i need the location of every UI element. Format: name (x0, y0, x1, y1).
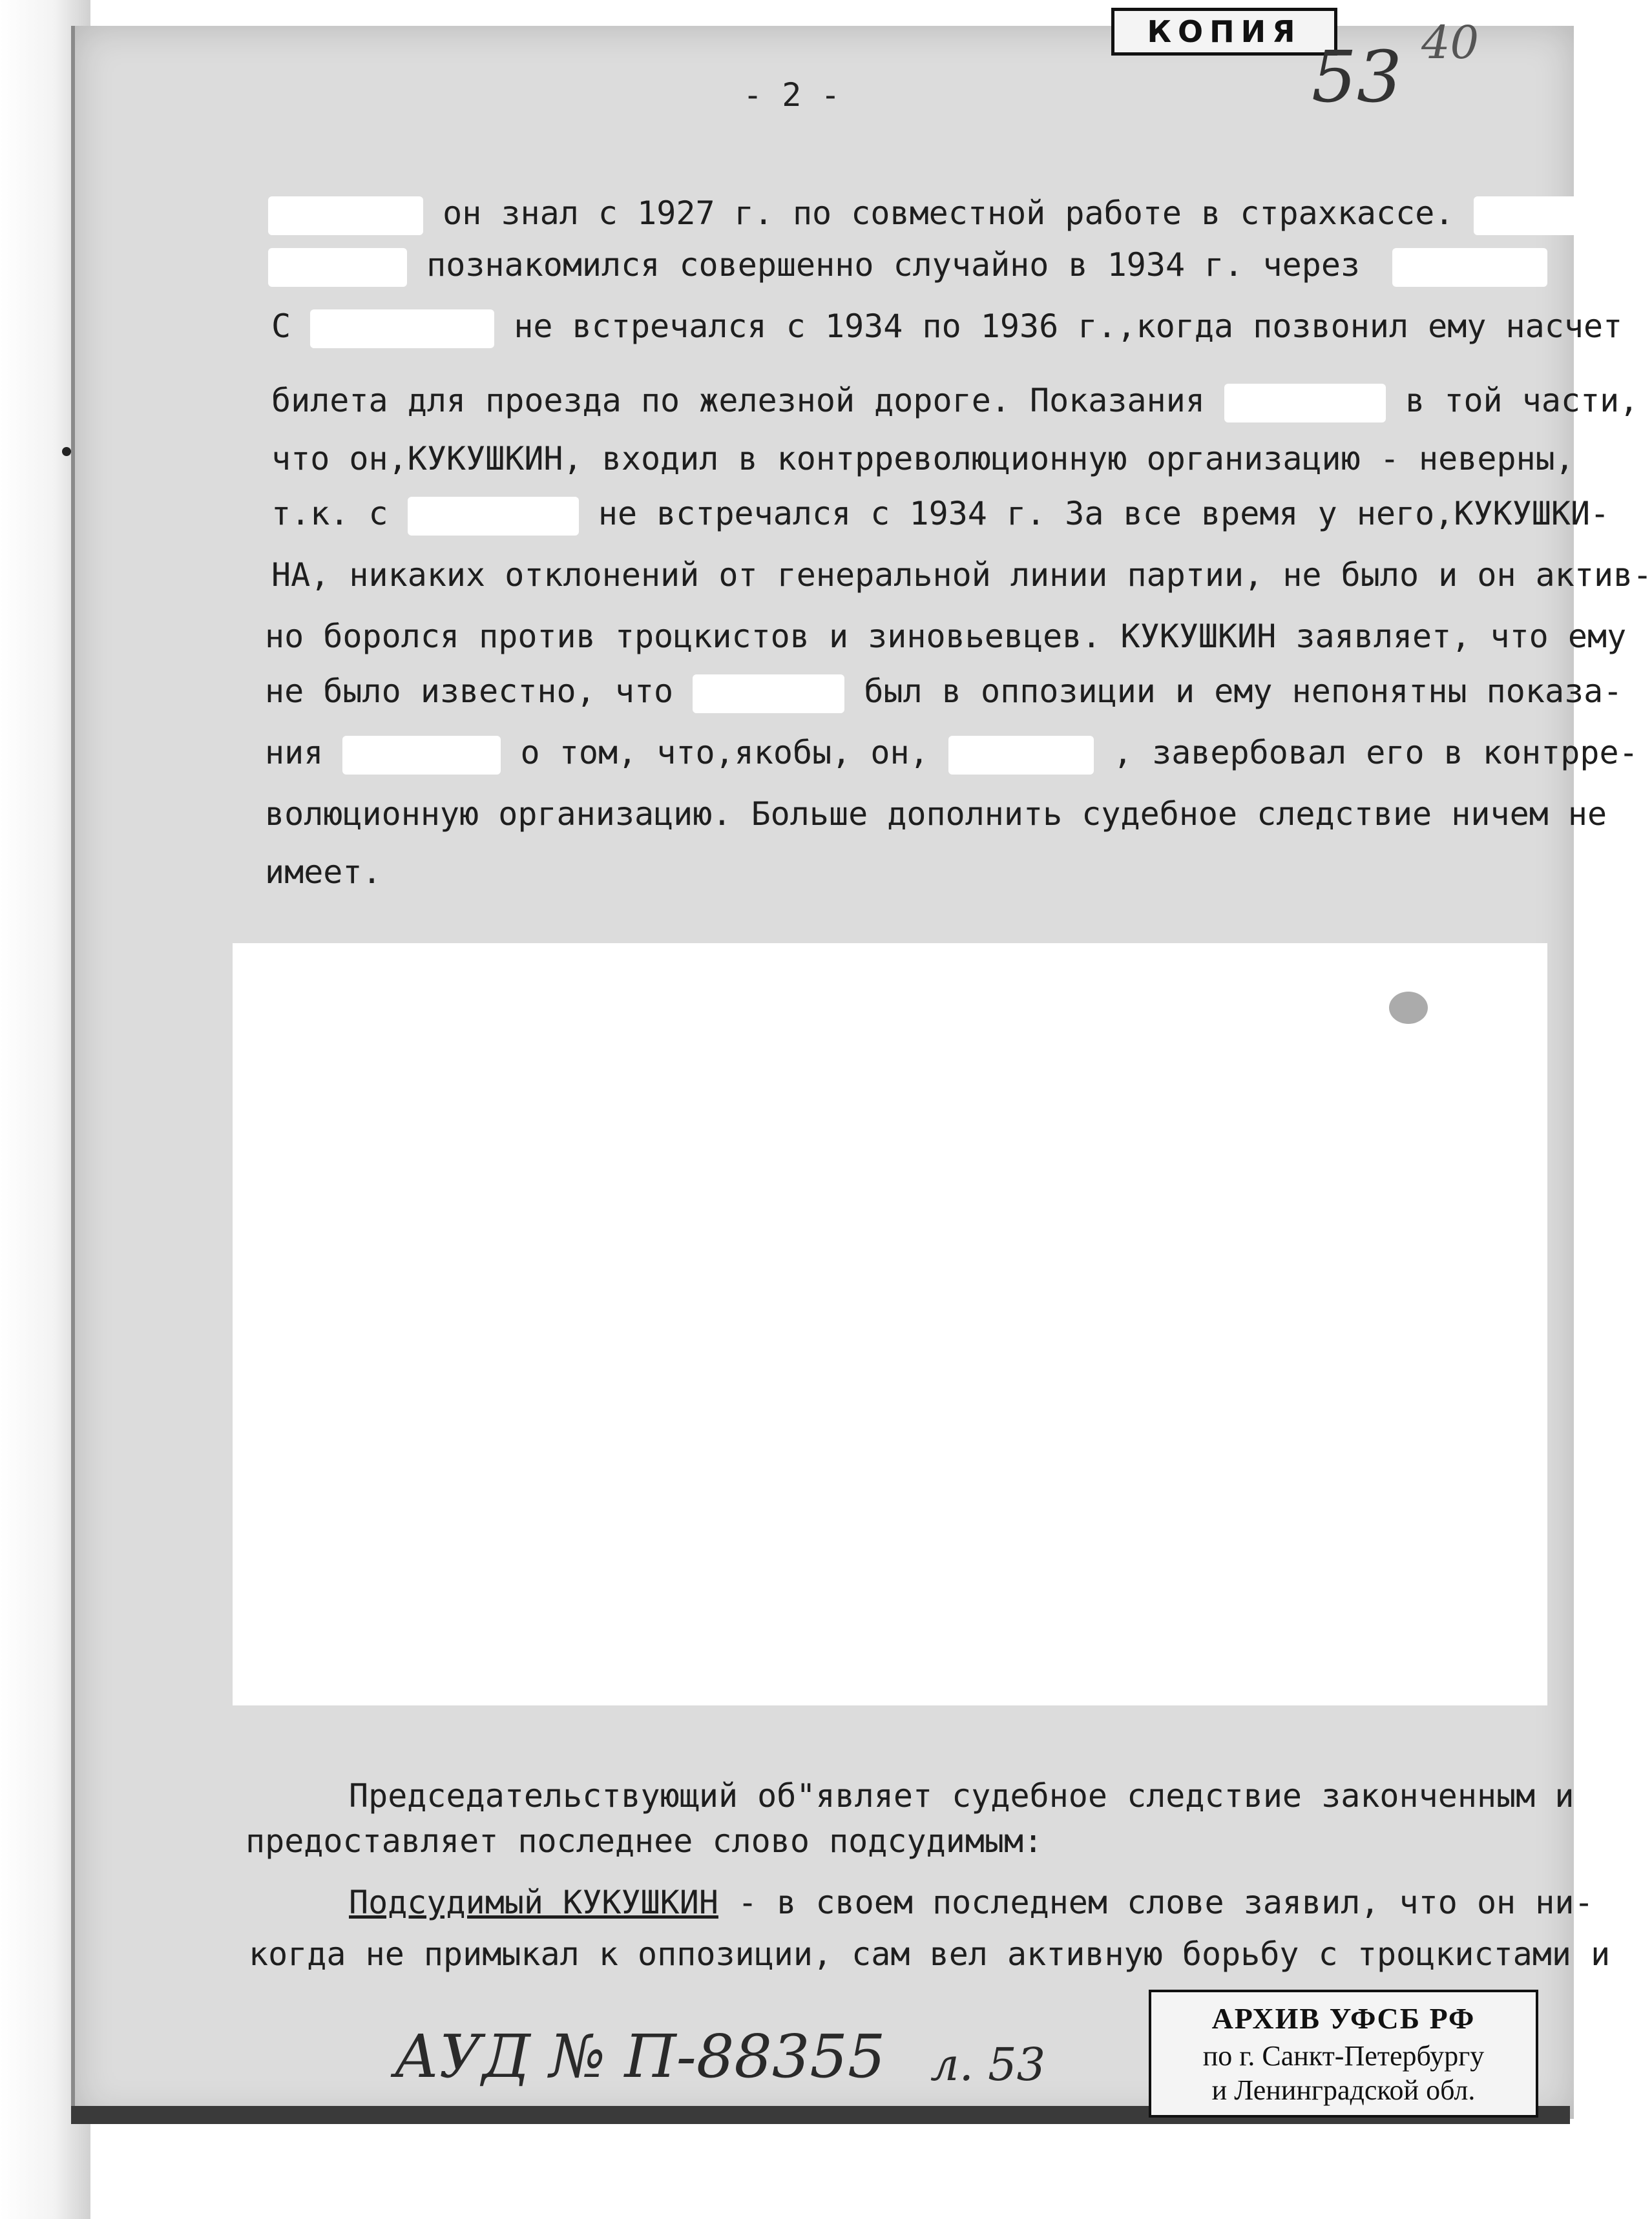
archive-sheet-number: л. 53 (930, 2038, 1046, 2091)
copy-stamp: КОПИЯ (1111, 8, 1337, 56)
page-number: - 2 - (743, 76, 841, 114)
ink-smudge (1389, 992, 1428, 1024)
text-line (265, 853, 382, 891)
closing-line (349, 1883, 1594, 1922)
line-text: билета для проезда по железной дороге. Показания (271, 382, 1205, 419)
text-line (271, 381, 1638, 422)
line-text: имеет. (265, 853, 382, 891)
line-text: т.к. с (271, 495, 388, 532)
redaction (1392, 248, 1547, 287)
archive-stamp-title: АРХИВ УФСБ РФ (1211, 2002, 1476, 2035)
archive-stamp (1149, 1990, 1538, 2118)
text-line (271, 439, 1574, 478)
line-text: ния (265, 734, 324, 771)
handwritten-old-number: 40 (1421, 16, 1479, 69)
text-line (265, 672, 1622, 713)
redaction (310, 309, 494, 348)
line-text: познакомился совершенно случайно в 1934 г. через (426, 246, 1361, 284)
archive-case-number: АУД № П-88355 (394, 2022, 886, 2091)
redaction (342, 736, 501, 775)
closing-line: когда не примыкал к оппозиции, сам вел активную борьбу с троцкистами и (249, 1935, 1611, 1973)
line-text: но боролся против троцкистов и зиновьевцев. КУКУШКИН заявляет, что ему (265, 618, 1627, 655)
line-text: НА, никаких отклонений от генеральной линии партии, не было и он актив- (271, 556, 1652, 594)
closing-line: Председательствующий об"являет судебное следствие законченным и (349, 1777, 1574, 1815)
archive-stamp-region: и Ленинградской обл. (1211, 2074, 1476, 2106)
line-text: С (271, 307, 291, 345)
line-text: о том, что,якобы, он, (520, 734, 929, 771)
redaction (1474, 196, 1600, 235)
line-text: в той части, (1405, 382, 1639, 419)
line-text: был в оппозиции и ему непонятны показа- (864, 672, 1623, 710)
line-text: он знал с 1927 г. по совместной работе в страхкассе. (443, 194, 1454, 232)
archive-stamp-city: по г. Санкт-Петербургу (1202, 2040, 1485, 2072)
text-line (271, 494, 1609, 536)
punch-hole (62, 447, 71, 456)
text-line (268, 245, 1547, 287)
text-line (265, 733, 1638, 775)
redaction (268, 196, 423, 235)
closing-line: предоставляет последнее слово подсудимым: (246, 1822, 1043, 1860)
redaction (693, 674, 844, 713)
redaction (948, 736, 1094, 775)
redaction (268, 248, 407, 287)
defendant-label: Подсудимый КУКУШКИН (349, 1884, 718, 1921)
line-text: не было известно, что (265, 672, 674, 710)
redacted-block (233, 943, 1547, 1705)
redaction (1224, 384, 1386, 422)
text-line (271, 307, 1622, 348)
redaction (408, 497, 579, 536)
line-text: волюционную организацию. Больше дополнить судебное следствие ничем не (265, 795, 1607, 833)
text-line (265, 617, 1626, 656)
handwritten-sheet-number: 53 (1312, 36, 1402, 118)
text-line (265, 795, 1607, 833)
line-text: , завербовал его в контрре- (1113, 734, 1638, 771)
text-line (268, 194, 1600, 235)
text-line (271, 556, 1652, 594)
line-text: что он,КУКУШКИН, входил в контрреволюционную организацию - неверны, (271, 440, 1574, 477)
line-text: не встречался с 1934 г. За все время у него,КУКУШКИ- (598, 495, 1610, 532)
line-text: не встречался с 1934 по 1936 г.,когда позвонил ему насчет (514, 307, 1623, 345)
line-text: - в своем последнем слове заявил, что он ни- (718, 1884, 1594, 1921)
